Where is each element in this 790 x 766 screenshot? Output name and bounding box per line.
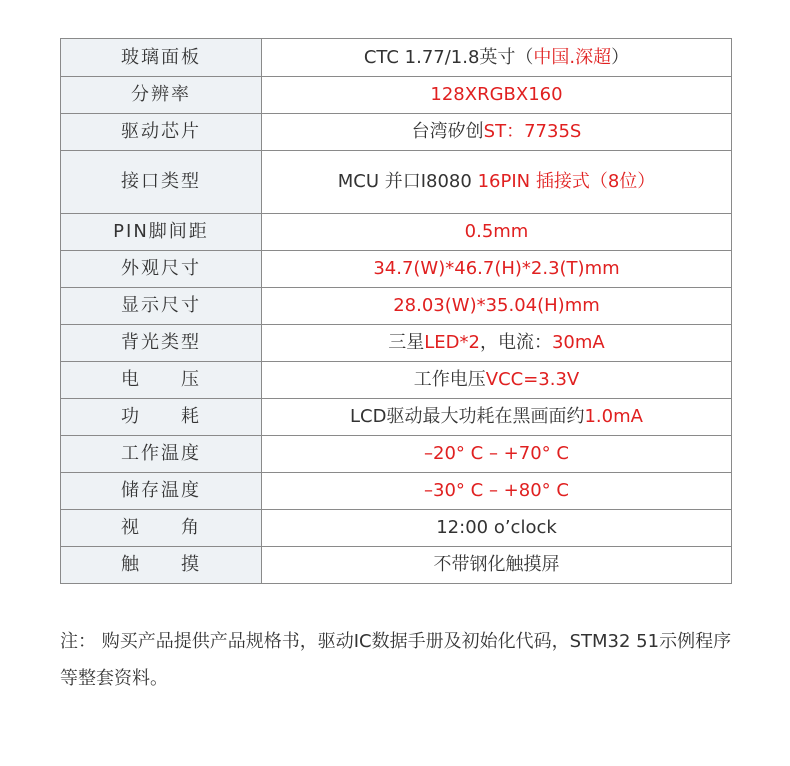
spec-label: 功 耗 [61, 399, 262, 436]
spec-value [262, 399, 732, 436]
spec-label: 外观尺寸 [61, 251, 262, 288]
spec-label: 分辨率 [61, 77, 262, 114]
spec-value-highlight: ST：7735S [483, 121, 582, 142]
spec-label: 玻璃面板 [61, 39, 262, 77]
spec-label: 电 压 [61, 362, 262, 399]
spec-row [61, 362, 732, 399]
spec-value-highlight: 0.5mm [464, 221, 529, 242]
spec-value [262, 214, 732, 251]
spec-value-highlight: –30° C – +80° C [424, 480, 569, 501]
spec-value-text: 三星 [388, 332, 425, 353]
spec-row [61, 214, 732, 251]
spec-label: 背光类型 [61, 325, 262, 362]
spec-value-highlight: 28.03(W)*35.04(H)mm [393, 295, 600, 316]
spec-label: 视 角 [61, 510, 262, 547]
spec-value-highlight: 16PIN 插接式（8位） [477, 171, 656, 192]
spec-value-text: 台湾矽创 [411, 121, 484, 142]
spec-row [61, 436, 732, 473]
spec-value-text: CTC 1.77/1.8英寸（ [363, 46, 534, 68]
spec-value-highlight: LED*2 [424, 332, 480, 353]
spec-value [262, 547, 732, 584]
spec-row [61, 151, 732, 214]
spec-value-highlight: 34.7(W)*46.7(H)*2.3(T)mm [373, 258, 620, 279]
spec-value [262, 325, 732, 362]
spec-label: 触 摸 [61, 547, 262, 584]
spec-value [262, 151, 732, 214]
spec-row [61, 325, 732, 362]
spec-value-text: ） [611, 46, 630, 68]
spec-row [61, 251, 732, 288]
spec-value [262, 473, 732, 510]
spec-row [61, 399, 732, 436]
spec-value [262, 362, 732, 399]
spec-row [61, 114, 732, 151]
spec-label: 工作温度 [61, 436, 262, 473]
spec-value-highlight: 中国.深超 [533, 46, 612, 68]
spec-value [262, 436, 732, 473]
spec-value-text: 12:00 o’clock [436, 517, 557, 538]
spec-row [61, 39, 732, 77]
spec-label: 接口类型 [61, 151, 262, 214]
spec-table-body [61, 39, 732, 584]
spec-value-text: ，电流： [479, 332, 552, 353]
spec-value-text: 工作电压 [413, 369, 486, 390]
note-text: 注： 购买产品提供产品规格书，驱动IC数据手册及初始化代码，STM32 51示例程序等整套资料。 [60, 631, 732, 689]
spec-value-highlight: –20° C – +70° C [424, 443, 569, 464]
spec-row [61, 547, 732, 584]
spec-value [262, 251, 732, 288]
spec-label: 显示尺寸 [61, 288, 262, 325]
spec-value [262, 77, 732, 114]
spec-value-text: LCD驱动最大功耗在黑画面约 [350, 406, 585, 427]
spec-value-highlight: VCC=3.3V [485, 369, 580, 390]
spec-label: PIN脚间距 [61, 214, 262, 251]
spec-label: 储存温度 [61, 473, 262, 510]
spec-value-text: 不带钢化触摸屏 [433, 554, 560, 575]
spec-value [262, 39, 732, 77]
spec-table [60, 38, 732, 584]
spec-row [61, 288, 732, 325]
spec-row [61, 77, 732, 114]
spec-value-highlight: 128XRGBX160 [430, 84, 563, 105]
spec-value-highlight: 1.0mA [584, 406, 643, 427]
spec-value-highlight: 30mA [551, 332, 605, 353]
spec-value-text: MCU 并口I8080 [337, 171, 478, 192]
spec-value [262, 288, 732, 325]
spec-value [262, 114, 732, 151]
spec-value [262, 510, 732, 547]
spec-row [61, 473, 732, 510]
spec-label: 驱动芯片 [61, 114, 262, 151]
spec-row [61, 510, 732, 547]
